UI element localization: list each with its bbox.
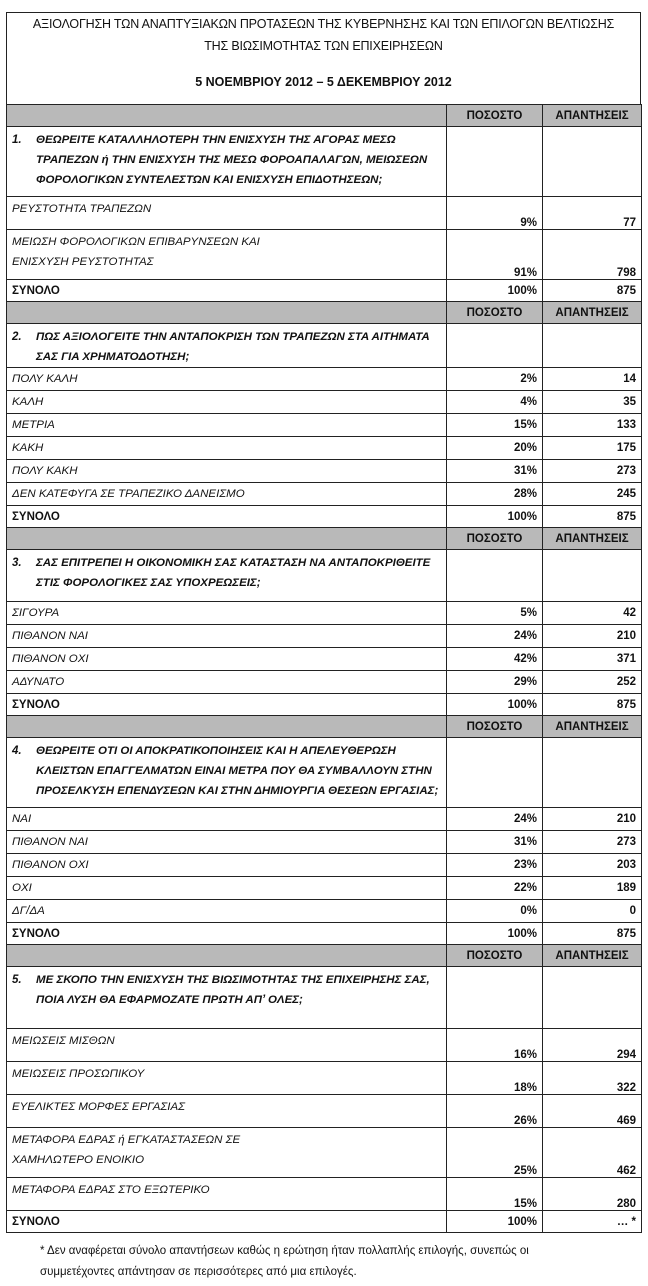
total-percent: 100% — [447, 280, 543, 302]
column-header-row — [7, 716, 642, 738]
option-label: ΟΧΙ — [12, 882, 32, 894]
responses-column-header: ΑΠΑΝΤΗΣΕΙΣ — [543, 716, 642, 738]
total-row — [7, 694, 642, 716]
question-label: ΘΕΩΡΕΙΤΕ ΟΤΙ ΟΙ ΑΠΟΚΡΑΤΙΚΟΠΟΙΗΣΕΙΣ ΚΑΙ Η ΑΠΕΛΕΥΘΕΡΩΣΗ ΚΛΕΙΣΤΩΝ ΕΠΑΓΓΕΛΜΑΤΩΝ ΕΙΝΑΙ ΜΕΤΡΑ ΠΟΥ ΘΑ ΣΥΜΒΑΛΛΟΥΝ ΣΤΗΝ ΠΡΟΣΕΛΚΥΣΗ ΕΠΕΝΔΥΣΕΩΝ ΚΑΙ ΣΤΗΝ ΔΗΜΙΟΥΡΓΙΑ ΘΕΣΕΩΝ ΕΡΓΑΣΙΑΣ; — [36, 745, 439, 797]
option-responses: 42 — [543, 602, 642, 625]
question-number: 2. — [12, 331, 22, 343]
option-responses: 77 — [543, 197, 642, 230]
option-label: ΔΓ/ΔΑ — [12, 905, 45, 917]
question-percent-blank — [447, 324, 543, 368]
option-percent: 31% — [447, 831, 543, 854]
question-label: ΜΕ ΣΚΟΠΟ ΤΗΝ ΕΝΙΣΧΥΣΗ ΤΗΣ ΒΙΩΣΙΜΟΤΗΤΑΣ ΤΗΣ ΕΠΙΧΕΙΡΗΣΗΣ ΣΑΣ, ΠΟΙΑ ΛΥΣΗ ΘΑ ΕΦΑΡΜΟΖΑΤΕ ΠΡΩΤΗ ΑΠ’ ΟΛΕΣ; — [36, 974, 430, 1006]
option-percent: 16% — [447, 1029, 543, 1062]
question-responses-blank — [543, 967, 642, 1029]
question-row — [7, 127, 642, 197]
option-row — [7, 808, 642, 831]
responses-column-header: ΑΠΑΝΤΗΣΕΙΣ — [543, 945, 642, 967]
option-percent: 5% — [447, 602, 543, 625]
percent-column-header: ΠΟΣΟΣΤΟ — [447, 945, 543, 967]
total-percent: 100% — [447, 1211, 543, 1233]
question-text — [12, 324, 441, 367]
option-label: ΣΙΓΟΥΡΑ — [12, 607, 60, 619]
footnote: * Δεν αναφέρεται σύνολο απαντήσεων καθώς η ερώτηση ήταν πολλαπλής επιλογής, συνεπώς οι συμμετέχοντες απάντησαν σε περισσότερες από μια επιλογές. — [40, 1245, 529, 1278]
total-label: ΣΥΝΟΛΟ — [7, 1211, 447, 1233]
total-responses: 875 — [543, 923, 642, 945]
option-label: ΠΟΛΥ ΚΑΛΗ — [12, 373, 78, 385]
option-row — [7, 854, 642, 877]
option-responses: 175 — [543, 437, 642, 460]
option-percent: 42% — [447, 648, 543, 671]
question-row — [7, 738, 642, 808]
option-responses: 35 — [543, 391, 642, 414]
date-range: 5 ΝΟΕΜΒΡΙΟΥ 2012 – 5 ΔΕΚΕΜΒΡΙΟΥ 2012 — [195, 75, 452, 89]
option-percent: 2% — [447, 368, 543, 391]
option-percent: 20% — [447, 437, 543, 460]
total-percent: 100% — [447, 506, 543, 528]
option-label: ΠΙΘΑΝΟΝ ΟΧΙ — [12, 859, 89, 871]
option-percent: 4% — [447, 391, 543, 414]
option-label: ΚΑΚΗ — [12, 442, 44, 454]
percent-column-header: ΠΟΣΟΣΤΟ — [447, 105, 543, 127]
option-row — [7, 1095, 642, 1128]
option-row — [7, 831, 642, 854]
option-responses: 462 — [543, 1128, 642, 1178]
option-label: ΜΕΙΩΣΕΙΣ ΠΡΟΣΩΠΙΚΟΥ — [12, 1068, 145, 1080]
question-number: 4. — [12, 745, 22, 757]
option-percent: 22% — [447, 877, 543, 900]
total-row — [7, 506, 642, 528]
question-percent-blank — [447, 550, 543, 602]
question-percent-blank — [447, 127, 543, 197]
responses-column-header: ΑΠΑΝΤΗΣΕΙΣ — [543, 528, 642, 550]
title-line-2: ΤΗΣ ΒΙΩΣΙΜΟΤΗΤΑΣ ΤΩΝ ΕΠΙΧΕΙΡΗΣΕΩΝ — [204, 39, 443, 53]
option-label: ΡΕΥΣΤΟΤΗΤΑ ΤΡΑΠΕΖΩΝ — [12, 203, 152, 215]
question-row — [7, 550, 642, 602]
option-responses: 322 — [543, 1062, 642, 1095]
total-responses: 875 — [543, 506, 642, 528]
option-label: ΠΙΘΑΝΟΝ ΟΧΙ — [12, 653, 89, 665]
total-row — [7, 1211, 642, 1233]
option-percent: 26% — [447, 1095, 543, 1128]
option-row — [7, 625, 642, 648]
option-row — [7, 1029, 642, 1062]
option-row — [7, 391, 642, 414]
option-responses: 798 — [543, 230, 642, 280]
option-row — [7, 368, 642, 391]
option-responses: 280 — [543, 1178, 642, 1211]
header-blank — [7, 945, 447, 967]
option-label: ΠΙΘΑΝΟΝ ΝΑΙ — [12, 836, 88, 848]
total-responses: 875 — [543, 280, 642, 302]
option-responses: 210 — [543, 808, 642, 831]
option-responses: 189 — [543, 877, 642, 900]
option-label: ΝΑΙ — [12, 813, 32, 825]
option-responses: 245 — [543, 483, 642, 506]
question-row — [7, 967, 642, 1029]
option-row — [7, 602, 642, 625]
question-text — [12, 967, 441, 1010]
option-percent: 29% — [447, 671, 543, 694]
option-percent: 25% — [447, 1128, 543, 1178]
option-label: ΜΕΙΩΣΗ ΦΟΡΟΛΟΓΙΚΩΝ ΕΠΙΒΑΡΥΝΣΕΩΝ ΚΑΙ ΕΝΙΣΧΥΣΗ ΡΕΥΣΤΟΤΗΤΑΣ — [12, 236, 260, 268]
column-header-row — [7, 945, 642, 967]
option-percent: 24% — [447, 808, 543, 831]
option-responses: 210 — [543, 625, 642, 648]
option-percent: 91% — [447, 230, 543, 280]
question-percent-blank — [447, 738, 543, 808]
option-responses: 371 — [543, 648, 642, 671]
option-label: ΜΕΤΡΙΑ — [12, 419, 55, 431]
option-label: ΑΔΥΝΑΤΟ — [12, 676, 65, 688]
question-text — [12, 127, 441, 190]
option-responses: 133 — [543, 414, 642, 437]
option-row — [7, 877, 642, 900]
option-responses: 273 — [543, 460, 642, 483]
question-responses-blank — [543, 738, 642, 808]
option-responses: 203 — [543, 854, 642, 877]
option-row — [7, 437, 642, 460]
survey-document — [6, 12, 641, 1233]
option-percent: 0% — [447, 900, 543, 923]
total-row — [7, 923, 642, 945]
question-label: ΣΑΣ ΕΠΙΤΡΕΠΕΙ Η ΟΙΚΟΝΟΜΙΚΗ ΣΑΣ ΚΑΤΑΣΤΑΣΗ ΝΑ ΑΝΤΑΠΟΚΡΙΘΕΙΤΕ ΣΤΙΣ ΦΟΡΟΛΟΓΙΚΕΣ ΣΑΣ ΥΠΟΧΡΕΩΣΕΙΣ; — [36, 557, 431, 589]
total-row — [7, 280, 642, 302]
percent-column-header: ΠΟΣΟΣΤΟ — [447, 716, 543, 738]
option-percent: 24% — [447, 625, 543, 648]
option-percent: 31% — [447, 460, 543, 483]
option-percent: 15% — [447, 414, 543, 437]
option-row — [7, 460, 642, 483]
question-label: ΘΕΩΡΕΙΤΕ ΚΑΤΑΛΛΗΛΟΤΕΡΗ ΤΗΝ ΕΝΙΣΧΥΣΗ ΤΗΣ ΑΓΟΡΑΣ ΜΕΣΩ ΤΡΑΠΕΖΩΝ ή ΤΗΝ ΕΝΙΣΧΥΣΗ ΤΗΣ ΜΕΣΩ ΦΟΡΟΑΠΑΛΑΓΩΝ, ΜΕΙΩΣΕΩΝ ΦΟΡΟΛΟΓΙΚΩΝ ΣΥΝΤΕΛΕΣΤΩΝ ΚΑΙ ΕΝΙΣΧΥΣΗ ΕΠΙΔΟΤΗΣΕΩΝ; — [36, 134, 428, 186]
question-number: 3. — [12, 557, 22, 569]
option-row — [7, 414, 642, 437]
question-number: 5. — [12, 974, 22, 986]
percent-column-header: ΠΟΣΟΣΤΟ — [447, 302, 543, 324]
column-header-row — [7, 105, 642, 127]
option-row — [7, 483, 642, 506]
question-responses-blank — [543, 324, 642, 368]
question-label: ΠΩΣ ΑΞΙΟΛΟΓΕΙΤΕ ΤΗΝ ΑΝΤΑΠΟΚΡΙΣΗ ΤΩΝ ΤΡΑΠΕΖΩΝ ΣΤΑ ΑΙΤΗΜΑΤΑ ΣΑΣ ΓΙΑ ΧΡΗΜΑΤΟΔΟΤΗΣΗ; — [36, 331, 430, 363]
question-row — [7, 324, 642, 368]
total-responses: 875 — [543, 694, 642, 716]
option-percent: 28% — [447, 483, 543, 506]
results-table — [6, 104, 642, 1233]
option-responses: 273 — [543, 831, 642, 854]
question-number: 1. — [12, 134, 22, 146]
total-label: ΣΥΝΟΛΟ — [7, 923, 447, 945]
option-label: ΜΕΤΑΦΟΡΑ ΕΔΡΑΣ ή ΕΓΚΑΤΑΣΤΑΣΕΩΝ ΣΕ ΧΑΜΗΛΩΤΕΡΟ ΕΝΟΙΚΙΟ — [12, 1134, 241, 1166]
percent-column-header: ΠΟΣΟΣΤΟ — [447, 528, 543, 550]
option-row — [7, 1178, 642, 1211]
column-header-row — [7, 302, 642, 324]
option-row — [7, 1062, 642, 1095]
option-label: ΠΙΘΑΝΟΝ ΝΑΙ — [12, 630, 88, 642]
option-label: ΔΕΝ ΚΑΤΕΦΥΓΑ ΣΕ ΤΡΑΠΕΖΙΚΟ ΔΑΝΕΙΣΜΟ — [12, 488, 245, 500]
option-label: ΕΥΕΛΙΚΤΕΣ ΜΟΡΦΕΣ ΕΡΓΑΣΙΑΣ — [12, 1101, 186, 1113]
option-responses: 252 — [543, 671, 642, 694]
option-label: ΚΑΛΗ — [12, 396, 44, 408]
total-responses: … * — [543, 1211, 642, 1233]
option-responses: 469 — [543, 1095, 642, 1128]
responses-column-header: ΑΠΑΝΤΗΣΕΙΣ — [543, 302, 642, 324]
column-header-row — [7, 528, 642, 550]
title-box — [6, 12, 641, 104]
option-label: ΠΟΛΥ ΚΑΚΗ — [12, 465, 78, 477]
header-blank — [7, 528, 447, 550]
question-responses-blank — [543, 127, 642, 197]
option-percent: 18% — [447, 1062, 543, 1095]
header-blank — [7, 105, 447, 127]
total-percent: 100% — [447, 923, 543, 945]
option-percent: 23% — [447, 854, 543, 877]
header-blank — [7, 302, 447, 324]
question-responses-blank — [543, 550, 642, 602]
option-row — [7, 900, 642, 923]
option-responses: 0 — [543, 900, 642, 923]
header-blank — [7, 716, 447, 738]
responses-column-header: ΑΠΑΝΤΗΣΕΙΣ — [543, 105, 642, 127]
option-percent: 15% — [447, 1178, 543, 1211]
title-line-1: ΑΞΙΟΛΟΓΗΣΗ ΤΩΝ ΑΝΑΠΤΥΞΙΑΚΩΝ ΠΡΟΤΑΣΕΩΝ ΤΗΣ ΚΥΒΕΡΝΗΣΗΣ ΚΑΙ ΤΩΝ ΕΠΙΛΟΓΩΝ ΒΕΛΤΙΩΣΗΣ — [32, 17, 615, 31]
option-row — [7, 671, 642, 694]
total-label: ΣΥΝΟΛΟ — [7, 694, 447, 716]
question-percent-blank — [447, 967, 543, 1029]
question-text — [12, 550, 441, 593]
total-label: ΣΥΝΟΛΟ — [7, 506, 447, 528]
option-row — [7, 197, 642, 230]
option-label: ΜΕΙΩΣΕΙΣ ΜΙΣΘΩΝ — [12, 1035, 115, 1047]
option-row — [7, 648, 642, 671]
option-responses: 294 — [543, 1029, 642, 1062]
option-responses: 14 — [543, 368, 642, 391]
option-row — [7, 1128, 642, 1178]
question-text — [12, 738, 441, 801]
option-row — [7, 230, 642, 280]
total-percent: 100% — [447, 694, 543, 716]
option-label: ΜΕΤΑΦΟΡΑ ΕΔΡΑΣ ΣΤΟ ΕΞΩΤΕΡΙΚΟ — [12, 1184, 210, 1196]
option-percent: 9% — [447, 197, 543, 230]
total-label: ΣΥΝΟΛΟ — [7, 280, 447, 302]
